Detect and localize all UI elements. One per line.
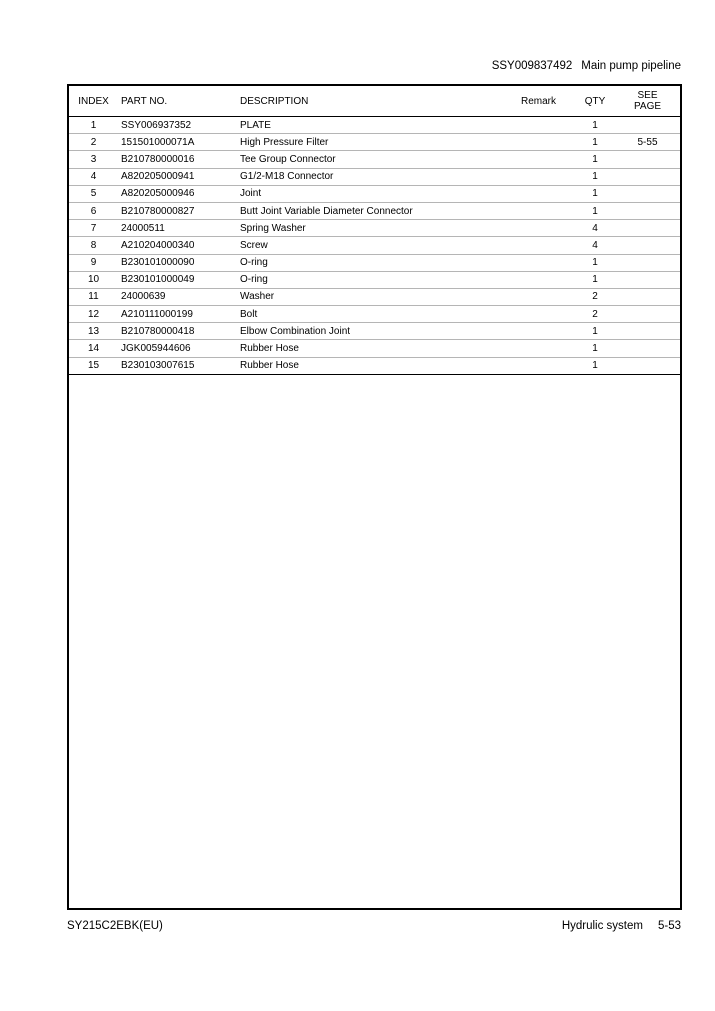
cell-part-no: B210780000418 (118, 323, 237, 340)
cell-index: 11 (69, 288, 118, 305)
table-header-row (69, 86, 680, 117)
cell-description: Rubber Hose (237, 340, 502, 357)
cell-description: High Pressure Filter (237, 134, 502, 151)
cell-description: Tee Group Connector (237, 151, 502, 168)
cell-index: 15 (69, 357, 118, 374)
cell-description: Screw (237, 237, 502, 254)
cell-description: Butt Joint Variable Diameter Connector (237, 202, 502, 219)
cell-see-page (615, 357, 680, 374)
table-row (69, 185, 680, 202)
cell-description: O-ring (237, 254, 502, 271)
cell-part-no: SSY006937352 (118, 117, 237, 134)
table-row (69, 271, 680, 288)
cell-index: 4 (69, 168, 118, 185)
cell-description: G1/2-M18 Connector (237, 168, 502, 185)
cell-part-no: A820205000946 (118, 185, 237, 202)
cell-remark (502, 237, 575, 254)
column-header-see-page (615, 86, 680, 117)
cell-index: 14 (69, 340, 118, 357)
cell-qty: 2 (575, 306, 615, 323)
cell-qty: 1 (575, 340, 615, 357)
cell-see-page (615, 168, 680, 185)
table-row (69, 340, 680, 357)
column-header-description: DESCRIPTION (237, 86, 502, 117)
parts-table-body (69, 117, 680, 375)
cell-see-page (615, 220, 680, 237)
cell-part-no: A210204000340 (118, 237, 237, 254)
table-row (69, 323, 680, 340)
section-title: Main pump pipeline (581, 60, 681, 72)
cell-remark (502, 357, 575, 374)
cell-description: Rubber Hose (237, 357, 502, 374)
cell-see-page (615, 340, 680, 357)
cell-remark (502, 168, 575, 185)
cell-qty: 1 (575, 357, 615, 374)
table-row (69, 220, 680, 237)
cell-remark (502, 254, 575, 271)
table-row (69, 306, 680, 323)
cell-part-no: JGK005944606 (118, 340, 237, 357)
cell-remark (502, 185, 575, 202)
cell-part-no: 24000639 (118, 288, 237, 305)
table-row (69, 117, 680, 134)
page-number: 5-53 (657, 920, 681, 932)
cell-qty: 1 (575, 134, 615, 151)
cell-part-no: 151501000071A (118, 134, 237, 151)
cell-remark (502, 323, 575, 340)
column-header-remark: Remark (502, 86, 575, 117)
cell-qty: 4 (575, 237, 615, 254)
cell-index: 13 (69, 323, 118, 340)
cell-see-page (615, 117, 680, 134)
cell-part-no: 24000511 (118, 220, 237, 237)
document-header (492, 60, 681, 72)
cell-description: PLATE (237, 117, 502, 134)
table-row (69, 237, 680, 254)
table-row (69, 134, 680, 151)
cell-see-page (615, 271, 680, 288)
table-row (69, 357, 680, 374)
cell-description: Washer (237, 288, 502, 305)
cell-qty: 1 (575, 323, 615, 340)
cell-index: 3 (69, 151, 118, 168)
table-row (69, 288, 680, 305)
cell-see-page (615, 323, 680, 340)
cell-index: 5 (69, 185, 118, 202)
table-row (69, 151, 680, 168)
parts-table (69, 86, 680, 375)
cell-remark (502, 288, 575, 305)
table-row (69, 202, 680, 219)
cell-part-no: B210780000016 (118, 151, 237, 168)
cell-index: 1 (69, 117, 118, 134)
cell-see-page (615, 202, 680, 219)
cell-remark (502, 340, 575, 357)
cell-index: 8 (69, 237, 118, 254)
cell-qty: 1 (575, 168, 615, 185)
cell-see-page (615, 254, 680, 271)
cell-part-no: B230101000049 (118, 271, 237, 288)
cell-description: Spring Washer (237, 220, 502, 237)
cell-qty: 1 (575, 202, 615, 219)
cell-index: 12 (69, 306, 118, 323)
footer-system: Hydrulic system (561, 920, 643, 932)
cell-see-page (615, 237, 680, 254)
cell-see-page (615, 306, 680, 323)
cell-see-page: 5-55 (615, 134, 680, 151)
cell-qty: 1 (575, 185, 615, 202)
cell-part-no: A820205000941 (118, 168, 237, 185)
cell-index: 7 (69, 220, 118, 237)
cell-see-page (615, 151, 680, 168)
cell-qty: 1 (575, 271, 615, 288)
cell-qty: 1 (575, 151, 615, 168)
cell-qty: 1 (575, 254, 615, 271)
table-row (69, 168, 680, 185)
cell-remark (502, 151, 575, 168)
cell-qty: 4 (575, 220, 615, 237)
cell-description: Elbow Combination Joint (237, 323, 502, 340)
see-page-header-line2: PAGE (633, 101, 662, 112)
cell-remark (502, 306, 575, 323)
document-code: SSY009837492 (491, 60, 573, 72)
cell-part-no: B230103007615 (118, 357, 237, 374)
cell-part-no: A210111000199 (118, 306, 237, 323)
cell-see-page (615, 185, 680, 202)
cell-description: O-ring (237, 271, 502, 288)
cell-description: Bolt (237, 306, 502, 323)
cell-description: Joint (237, 185, 502, 202)
parts-list-frame (67, 84, 682, 910)
footer-model: SY215C2EBK(EU) (67, 920, 163, 932)
cell-remark (502, 134, 575, 151)
cell-qty: 2 (575, 288, 615, 305)
cell-remark (502, 271, 575, 288)
cell-remark (502, 202, 575, 219)
document-footer (562, 920, 681, 932)
cell-part-no: B210780000827 (118, 202, 237, 219)
cell-index: 10 (69, 271, 118, 288)
cell-index: 9 (69, 254, 118, 271)
column-header-part-no: PART NO. (118, 86, 237, 117)
column-header-index: INDEX (69, 86, 118, 117)
cell-see-page (615, 288, 680, 305)
cell-index: 6 (69, 202, 118, 219)
table-row (69, 254, 680, 271)
see-page-header-line1: SEE (637, 90, 658, 101)
cell-qty: 1 (575, 117, 615, 134)
cell-remark (502, 220, 575, 237)
column-header-qty: QTY (575, 86, 615, 117)
cell-part-no: B230101000090 (118, 254, 237, 271)
cell-index: 2 (69, 134, 118, 151)
cell-remark (502, 117, 575, 134)
